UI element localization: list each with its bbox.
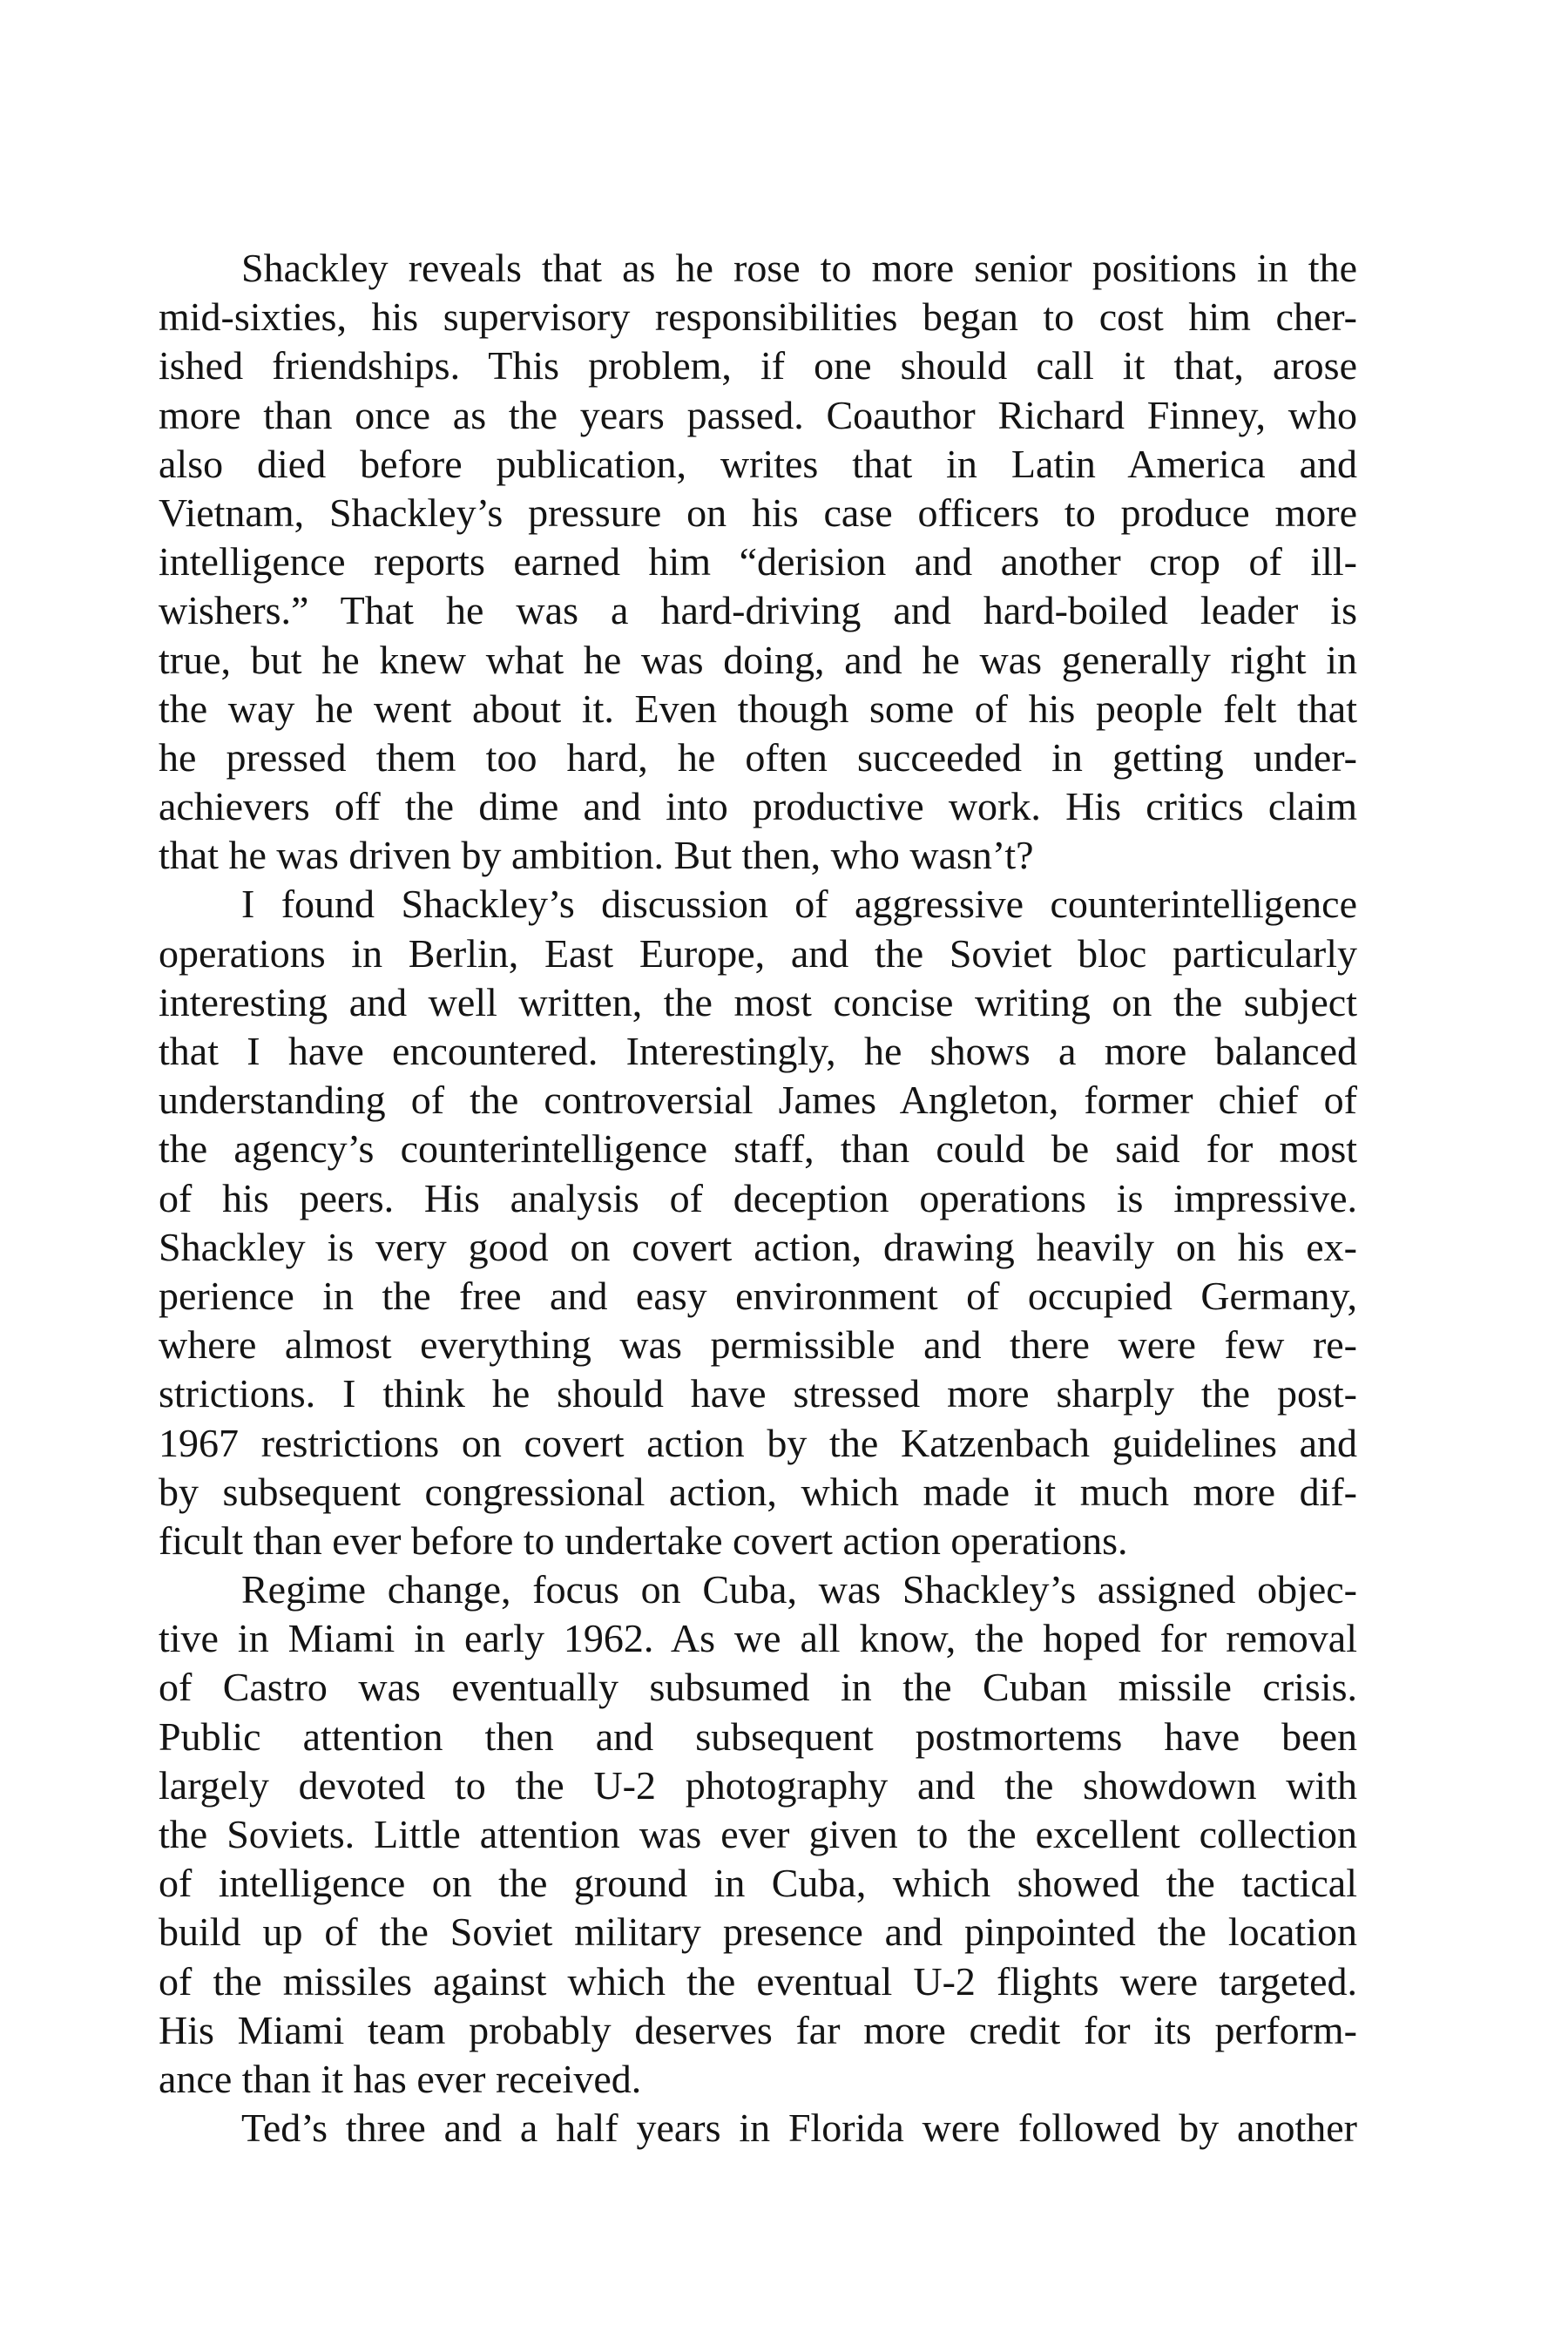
text-line: more than once as the years passed. Coauthor Richard Finney, who	[159, 392, 1357, 437]
text-line: of Castro was eventually subsumed in the Cuban missile crisis.	[159, 1665, 1357, 1710]
text-line: Ted’s three and a half years in Florida were followed by another	[241, 2105, 1357, 2151]
text-line: 1967 restrictions on covert action by the Katzenbach guidelines and	[159, 1420, 1357, 1465]
paragraph-2	[159, 880, 1357, 1565]
text-line: ficult than ever before to undertake covert action operations.	[159, 1517, 1128, 1563]
text-line: ance than it has ever received.	[159, 2056, 642, 2101]
text-line: His Miami team probably deserves far more credit for its perform-	[159, 2007, 1357, 2052]
text-line: I found Shackley’s discussion of aggressive counterintelligence	[241, 882, 1357, 927]
text-line: the agency’s counterintelligence staff, than could be said for most	[159, 1126, 1357, 1172]
text-line: also died before publication, writes that in Latin America and	[159, 441, 1357, 486]
text-line: understanding of the controversial James Angleton, former chief of	[159, 1078, 1357, 1123]
text-line: that I have encountered. Interestingly, he shows a more balanced	[159, 1029, 1357, 1073]
text-line: by subsequent congressional action, which made it much more dif-	[159, 1469, 1357, 1514]
text-line: the Soviets. Little attention was ever given to the excellent collection	[159, 1812, 1357, 1856]
text-line: operations in Berlin, East Europe, and the Soviet bloc particularly	[159, 930, 1357, 976]
text-line: intelligence reports earned him “derision and another crop of ill-	[159, 539, 1357, 585]
text-line: Public attention then and subsequent postmortems have been	[159, 1713, 1357, 1759]
text-line: mid-sixties, his supervisory responsibilities began to cost him cher-	[159, 294, 1357, 340]
paragraph-1	[159, 244, 1357, 880]
text-line: that he was driven by ambition. But then, who wasn’t?	[159, 833, 1034, 878]
text-line: perience in the free and easy environment of occupied Germany,	[159, 1273, 1357, 1318]
text-line: interesting and well written, the most concise writing on the subject	[159, 979, 1357, 1024]
text-line: of his peers. His analysis of deception operations is impressive.	[159, 1175, 1357, 1220]
text-line: achievers off the dime and into productive work. His critics claim	[159, 784, 1357, 829]
text-line: of intelligence on the ground in Cuba, which showed the tactical	[159, 1861, 1357, 1906]
text-line: largely devoted to the U-2 photography and the showdown with	[159, 1762, 1357, 1808]
text-line: of the missiles against which the eventual U-2 flights were targeted.	[159, 1958, 1357, 2004]
text-line: the way he went about it. Even though some of his people felt that	[159, 686, 1357, 731]
text-line: tive in Miami in early 1962. As we all know, the hoped for removal	[159, 1616, 1357, 1661]
paragraph-3	[159, 1565, 1357, 2104]
text-line: ished friendships. This problem, if one should call it that, arose	[159, 343, 1357, 389]
text-line: strictions. I think he should have stressed more sharply the post-	[159, 1371, 1357, 1416]
text-line: Regime change, focus on Cuba, was Shackley’s assigned objec-	[241, 1567, 1357, 1612]
text-line: wishers.” That he was a hard-driving and hard-boiled leader is	[159, 588, 1357, 633]
text-line: Vietnam, Shackley’s pressure on his case officers to produce more	[159, 490, 1357, 535]
text-line: Shackley reveals that as he rose to more senior positions in the	[241, 246, 1357, 290]
book-page-body	[159, 244, 1357, 2153]
paragraph-4	[159, 2104, 1357, 2153]
text-line: he pressed them too hard, he often succeeded in getting under-	[159, 734, 1357, 780]
text-line: build up of the Soviet military presence and pinpointed the location	[159, 1909, 1357, 1955]
text-line: where almost everything was permissible and there were few re-	[159, 1322, 1357, 1368]
text-line: Shackley is very good on covert action, drawing heavily on his ex-	[159, 1224, 1357, 1269]
text-line: true, but he knew what he was doing, and he was generally right in	[159, 637, 1357, 682]
